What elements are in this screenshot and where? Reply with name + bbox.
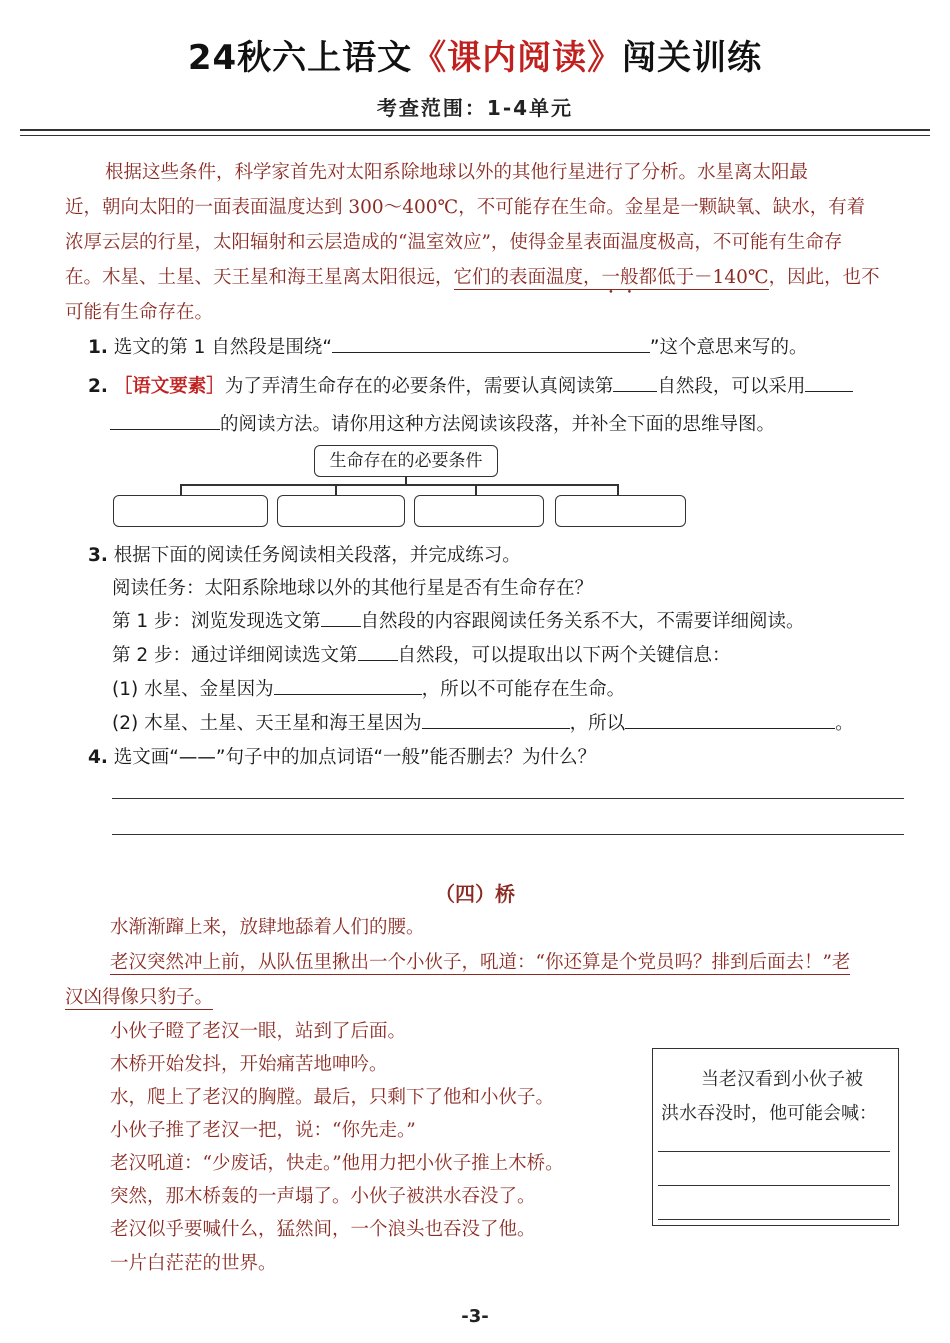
q2-method-blank-a[interactable] bbox=[805, 373, 853, 392]
q3-sub2-c: 。 bbox=[835, 713, 854, 734]
q4-answer-line-1[interactable] bbox=[112, 798, 904, 799]
passage1-line2: 近，朝向太阳的一面表面温度达到 300～400℃，不可能存在生命。金星是一颗缺氧、缺水，有着 bbox=[65, 197, 866, 218]
bridge-underlined-sentence-a: 老汉突然冲上前，从队伍里揪出一个小伙子，吼道：“你还算是个党员吗？排到后面去！”老 bbox=[110, 952, 851, 973]
mindmap-answer-box-4[interactable] bbox=[555, 495, 686, 527]
q3-sub2-a: (2) 木星、土星、天王星和海王星因为 bbox=[112, 713, 422, 734]
mindmap-answer-box-3[interactable] bbox=[414, 495, 544, 527]
q3-step2-blank[interactable] bbox=[358, 642, 398, 661]
q3-step1 bbox=[112, 607, 805, 633]
title-suffix: 闯关训练 bbox=[622, 38, 763, 78]
page-title bbox=[0, 30, 950, 79]
note-answer-line-2[interactable] bbox=[658, 1185, 890, 1186]
bridge-line: 水，爬上了老汉的胸膛。最后，只剩下了他和小伙子。 bbox=[110, 1087, 555, 1108]
q3-sub2-b: ，所以 bbox=[569, 713, 626, 734]
note-line-1: 当老汉看到小伙子被 bbox=[701, 1069, 863, 1090]
mindmap-answer-box-1[interactable] bbox=[113, 495, 268, 527]
q3-step1-blank[interactable] bbox=[321, 608, 361, 627]
q3-sub2-blank-b[interactable] bbox=[625, 710, 835, 729]
q2-number: 2. bbox=[88, 376, 108, 397]
q3-step2-a: 第 2 步：通过详细阅读选文第 bbox=[112, 645, 358, 666]
mindmap-root-label: 生命存在的必要条件 bbox=[329, 451, 483, 471]
bridge-underlined-line-2 bbox=[65, 983, 213, 1009]
q3-step2 bbox=[112, 641, 731, 667]
header-divider-thin bbox=[20, 135, 930, 136]
q3-task: 阅读任务：太阳系除地球以外的其他行星是否有生命存在？ bbox=[112, 578, 594, 599]
dotted-word-yiban: 一般 bbox=[601, 267, 639, 288]
q4-number: 4. bbox=[88, 747, 108, 768]
q2-text-b: 自然段，可以采用 bbox=[657, 376, 806, 397]
q3-number: 3. bbox=[88, 545, 108, 566]
passage1-underlined-part1: 它们的表面温度， bbox=[453, 267, 602, 288]
question-2-line2 bbox=[110, 410, 775, 436]
q2-method-blank-b[interactable] bbox=[110, 411, 220, 430]
bridge-underlined-sentence-b: 汉凶得像只豹子。 bbox=[65, 987, 214, 1008]
q1-number: 1. bbox=[88, 337, 108, 358]
question-4 bbox=[88, 743, 596, 769]
q2-tag: ［语文要素］ bbox=[113, 376, 225, 397]
q3-sub1-b: ，所以不可能存在生命。 bbox=[421, 679, 626, 700]
passage1-underlined-sentence bbox=[454, 267, 769, 290]
q1-text-b: ”这个意思来写的。 bbox=[649, 337, 808, 358]
title-prefix: 24秋六上语文 bbox=[187, 38, 413, 78]
passage1-line4 bbox=[65, 263, 880, 298]
section-4-title: （四）桥 bbox=[435, 882, 515, 906]
note-answer-line-3[interactable] bbox=[658, 1219, 890, 1220]
q2-text-c: 的阅读方法。请你用这种方法阅读该段落，并补全下面的思维导图。 bbox=[220, 414, 776, 435]
note-answer-line-1[interactable] bbox=[658, 1151, 890, 1152]
passage1-line5: 可能有生命存在。 bbox=[65, 302, 214, 323]
bridge-line: 老汉吼道：“少废话，快走。”他用力把小伙子推上木桥。 bbox=[110, 1153, 564, 1174]
bridge-line: 木桥开始发抖，开始痛苦地呻吟。 bbox=[110, 1054, 388, 1075]
mindmap-root-box bbox=[314, 445, 498, 477]
q2-paragraph-blank[interactable] bbox=[613, 373, 657, 392]
passage1-line1: 根据这些条件，科学家首先对太阳系除地球以外的其他行星进行了分析。水星离太阳最 bbox=[105, 162, 809, 183]
page-subtitle: 考查范围：1-4单元 bbox=[376, 96, 574, 120]
page-number: -3- bbox=[461, 1306, 489, 1327]
bridge-line: 小伙子推了老汉一把，说：“你先走。” bbox=[110, 1120, 416, 1141]
q3-sub1 bbox=[112, 675, 625, 701]
mindmap-branch-bar bbox=[180, 484, 618, 486]
q2-text-a: 为了弄清生命存在的必要条件，需要认真阅读第 bbox=[224, 376, 614, 397]
note-box bbox=[652, 1048, 899, 1226]
bridge-underlined-line-1 bbox=[110, 948, 850, 974]
passage1-line4-c: ，因此，也不 bbox=[768, 267, 880, 288]
q4-answer-line-2[interactable] bbox=[112, 834, 904, 835]
bridge-line: 小伙子瞪了老汉一眼，站到了后面。 bbox=[110, 1021, 407, 1042]
passage1-line4-a: 在。木星、土星、天王星和海王星离太阳很远， bbox=[65, 267, 454, 288]
passage1-line3: 浓厚云层的行星，太阳辐射和云层造成的“温室效应”，使得金星表面温度极高，不可能有生命存 bbox=[65, 232, 843, 253]
q3-step1-b: 自然段的内容跟阅读任务关系不大，不需要详细阅读。 bbox=[360, 611, 805, 632]
bridge-line: 老汉似乎要喊什么，猛然间，一个浪头也吞没了他。 bbox=[110, 1219, 536, 1240]
q3-step2-b: 自然段，可以提取出以下两个关键信息： bbox=[397, 645, 731, 666]
title-highlight: 《课内阅读》 bbox=[412, 38, 623, 78]
mindmap-answer-box-2[interactable] bbox=[277, 495, 405, 527]
q3-text: 根据下面的阅读任务阅读相关段落，并完成练习。 bbox=[113, 545, 521, 566]
passage1-underlined-part3: 都低于－140℃ bbox=[638, 267, 769, 288]
question-1 bbox=[88, 333, 808, 359]
q4-text: 选文画“——”句子中的加点词语“一般”能否删去？为什么？ bbox=[113, 747, 597, 768]
bridge-line: 一片白茫茫的世界。 bbox=[110, 1253, 277, 1274]
q1-answer-blank[interactable] bbox=[332, 334, 650, 353]
question-3 bbox=[88, 541, 521, 567]
header-divider-thick bbox=[20, 129, 930, 131]
q3-sub1-a: (1) 水星、金星因为 bbox=[112, 679, 274, 700]
q3-sub2-blank-a[interactable] bbox=[422, 710, 570, 729]
bridge-line: 水渐渐蹿上来，放肆地舔着人们的腰。 bbox=[110, 917, 425, 938]
question-2 bbox=[88, 372, 853, 398]
q3-step1-a: 第 1 步：浏览发现选文第 bbox=[112, 611, 321, 632]
note-line-2: 洪水吞没时，他可能会喊： bbox=[661, 1103, 877, 1124]
q3-sub1-blank[interactable] bbox=[274, 676, 422, 695]
q3-sub2 bbox=[112, 709, 854, 735]
bridge-line: 突然，那木桥轰的一声塌了。小伙子被洪水吞没了。 bbox=[110, 1186, 536, 1207]
q1-text-a: 选文的第 1 自然段是围绕“ bbox=[113, 337, 332, 358]
